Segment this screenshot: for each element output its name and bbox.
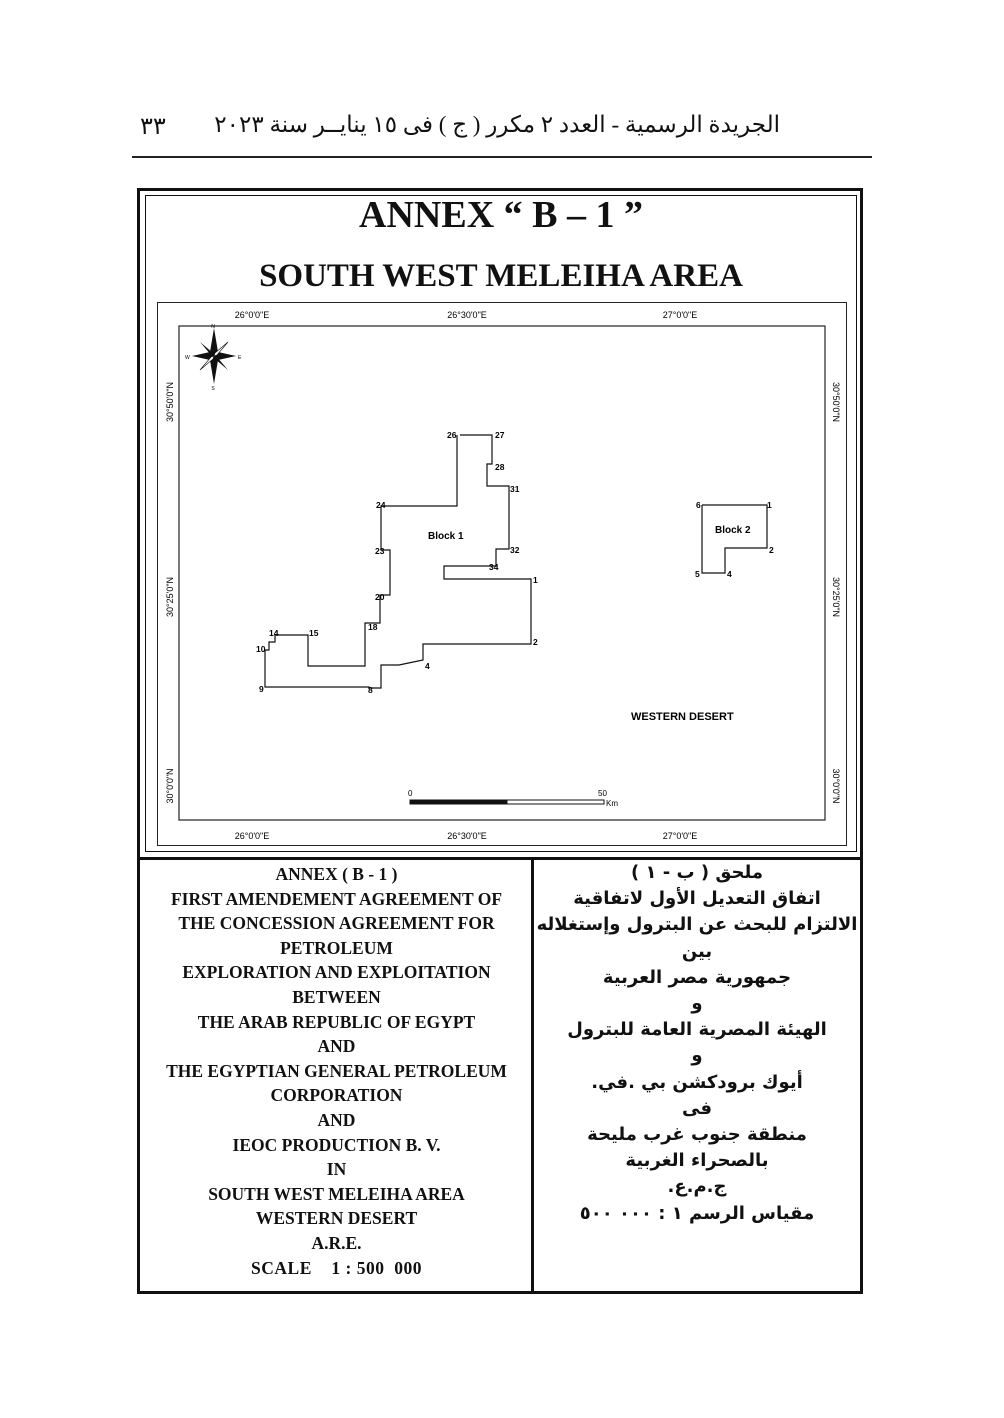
- ar-line-6: و: [691, 993, 703, 1015]
- compass-n: N: [211, 324, 215, 330]
- ar-line-1: ملحق ( ب - ١ ): [630, 862, 764, 883]
- ar-line-7: الهيئة المصرية العامة للبترول: [567, 1019, 827, 1041]
- en-line-12: IEOC PRODUCTION B. V.: [232, 1134, 441, 1155]
- en-line-5: EXPLORATION AND EXPLOITATION: [182, 962, 491, 983]
- lon-label-top-1: 26°0'0"E: [234, 310, 270, 320]
- description-arabic: [536, 860, 858, 1227]
- ar-line-13: ج.م.ع.: [667, 1176, 727, 1198]
- ar-line-3: الالتزام للبحث عن البترول وإستغلاله: [536, 914, 858, 936]
- description-english: [142, 862, 531, 1280]
- b1-vertex-8: 8: [368, 685, 373, 695]
- ar-line-2: اتفاق التعديل الأول لاتفاقية: [573, 888, 821, 910]
- lat-label-left-1: 30°50'0"N: [165, 381, 175, 423]
- annex-title: ANNEX “ B – 1 ”: [359, 194, 643, 236]
- lon-label-top-2: 26°30'0"E: [447, 310, 487, 320]
- b2-vertex-2: 2: [769, 545, 774, 555]
- ar-line-8: و: [691, 1045, 703, 1067]
- ar-line-11: منطقة جنوب غرب مليحة: [587, 1124, 807, 1146]
- lat-label-right-2: 30°25'0"N: [831, 576, 841, 618]
- en-line-7: THE ARAB REPUBLIC OF EGYPT: [197, 1011, 476, 1032]
- en-line-3: THE CONCESSION AGREEMENT FOR: [178, 913, 495, 934]
- b1-vertex-24: 24: [376, 500, 386, 510]
- en-line-11: AND: [317, 1109, 356, 1130]
- en-line-13: IN: [326, 1159, 347, 1180]
- b1-vertex-2: 2: [533, 637, 538, 647]
- lon-label-bottom-3: 27°0'0"E: [662, 831, 698, 841]
- lat-label-left-2: 30°25'0"N: [165, 576, 175, 618]
- b1-vertex-32: 32: [510, 545, 520, 555]
- b1-vertex-1: 1: [533, 575, 538, 585]
- gazette-header-title: الجريدة الرسمية - العدد ٢ مكرر ( ج ) فى ١٥ ينايــر سنة ٢٠٢٣: [214, 112, 780, 137]
- b1-vertex-26: 26: [447, 430, 457, 440]
- lon-label-bottom-1: 26°0'0"E: [234, 831, 270, 841]
- b1-vertex-15: 15: [309, 628, 319, 638]
- en-line-10: CORPORATION: [270, 1085, 403, 1106]
- b1-vertex-9: 9: [259, 684, 264, 694]
- b1-vertex-34: 34: [489, 562, 499, 572]
- b2-vertex-5: 5: [695, 569, 700, 579]
- en-line-9: THE EGYPTIAN GENERAL PETROLEUM: [166, 1060, 507, 1081]
- header-rule: [132, 156, 872, 158]
- b2-vertex-1: 1: [767, 500, 772, 510]
- en-line-4: PETROLEUM: [280, 937, 393, 958]
- compass-w: W: [185, 355, 190, 361]
- en-scale-line: SCALE 1 : 500 000: [251, 1257, 422, 1278]
- en-line-14: SOUTH WEST MELEIHA AREA: [208, 1183, 465, 1204]
- ar-line-5: جمهورية مصر العربية: [602, 966, 792, 988]
- compass-rose-icon: [185, 324, 242, 392]
- en-line-6: BETWEEN: [292, 986, 381, 1007]
- en-line-8: AND: [317, 1036, 356, 1057]
- block-2-vertex-labels: [695, 500, 774, 579]
- b1-vertex-27: 27: [495, 430, 505, 440]
- b2-vertex-4: 4: [727, 569, 732, 579]
- ar-line-12: بالصحراء الغربية: [625, 1150, 769, 1172]
- ar-scale-line: مقياس الرسم ١ : ٠٠٠ ٥٠٠: [579, 1202, 815, 1224]
- en-line-16: A.R.E.: [311, 1232, 362, 1253]
- block-1-label: Block 1: [428, 531, 464, 542]
- b1-vertex-31: 31: [510, 484, 520, 494]
- ar-line-10: فى: [682, 1097, 712, 1119]
- scale-bar: [408, 789, 618, 808]
- lat-label-right-3: 30°0'0"N: [831, 768, 841, 804]
- b1-vertex-23: 23: [375, 546, 385, 556]
- lon-label-bottom-2: 26°30'0"E: [447, 831, 487, 841]
- block-2-boundary: [702, 505, 767, 573]
- b1-vertex-4: 4: [425, 661, 430, 671]
- compass-e: E: [238, 355, 242, 361]
- b1-vertex-28: 28: [495, 462, 505, 472]
- en-line-1: ANNEX ( B - 1 ): [275, 864, 398, 884]
- en-line-15: WESTERN DESERT: [255, 1208, 418, 1229]
- page-number: ٣٣: [140, 114, 166, 140]
- lat-label-left-3: 30°0'0"N: [165, 768, 175, 804]
- b1-vertex-20: 20: [375, 592, 385, 602]
- en-line-2: FIRST AMENDEMENT AGREEMENT OF: [170, 888, 503, 909]
- b2-vertex-6: 6: [696, 500, 701, 510]
- concession-map: [157, 302, 847, 846]
- compass-s: S: [211, 386, 215, 392]
- description-divider-vertical: [531, 860, 534, 1292]
- b1-vertex-18: 18: [368, 622, 378, 632]
- map-outer-neatline: [158, 303, 847, 846]
- scale-end: 50: [598, 789, 607, 798]
- region-label: WESTERN DESERT: [631, 711, 734, 723]
- lon-label-top-3: 27°0'0"E: [662, 310, 698, 320]
- ar-line-9: أيوك برودكشن بي .في.: [591, 1071, 803, 1093]
- scale-unit: Km: [606, 799, 618, 808]
- b1-vertex-10: 10: [256, 644, 266, 654]
- ar-line-4: بين: [681, 940, 713, 962]
- lat-label-right-1: 30°50'0"N: [831, 381, 841, 423]
- block-1-vertex-labels: [256, 430, 538, 695]
- scale-start: 0: [408, 789, 413, 798]
- block-2-label: Block 2: [715, 525, 751, 536]
- area-title: SOUTH WEST MELEIHA AREA: [259, 258, 743, 294]
- b1-vertex-14: 14: [269, 628, 279, 638]
